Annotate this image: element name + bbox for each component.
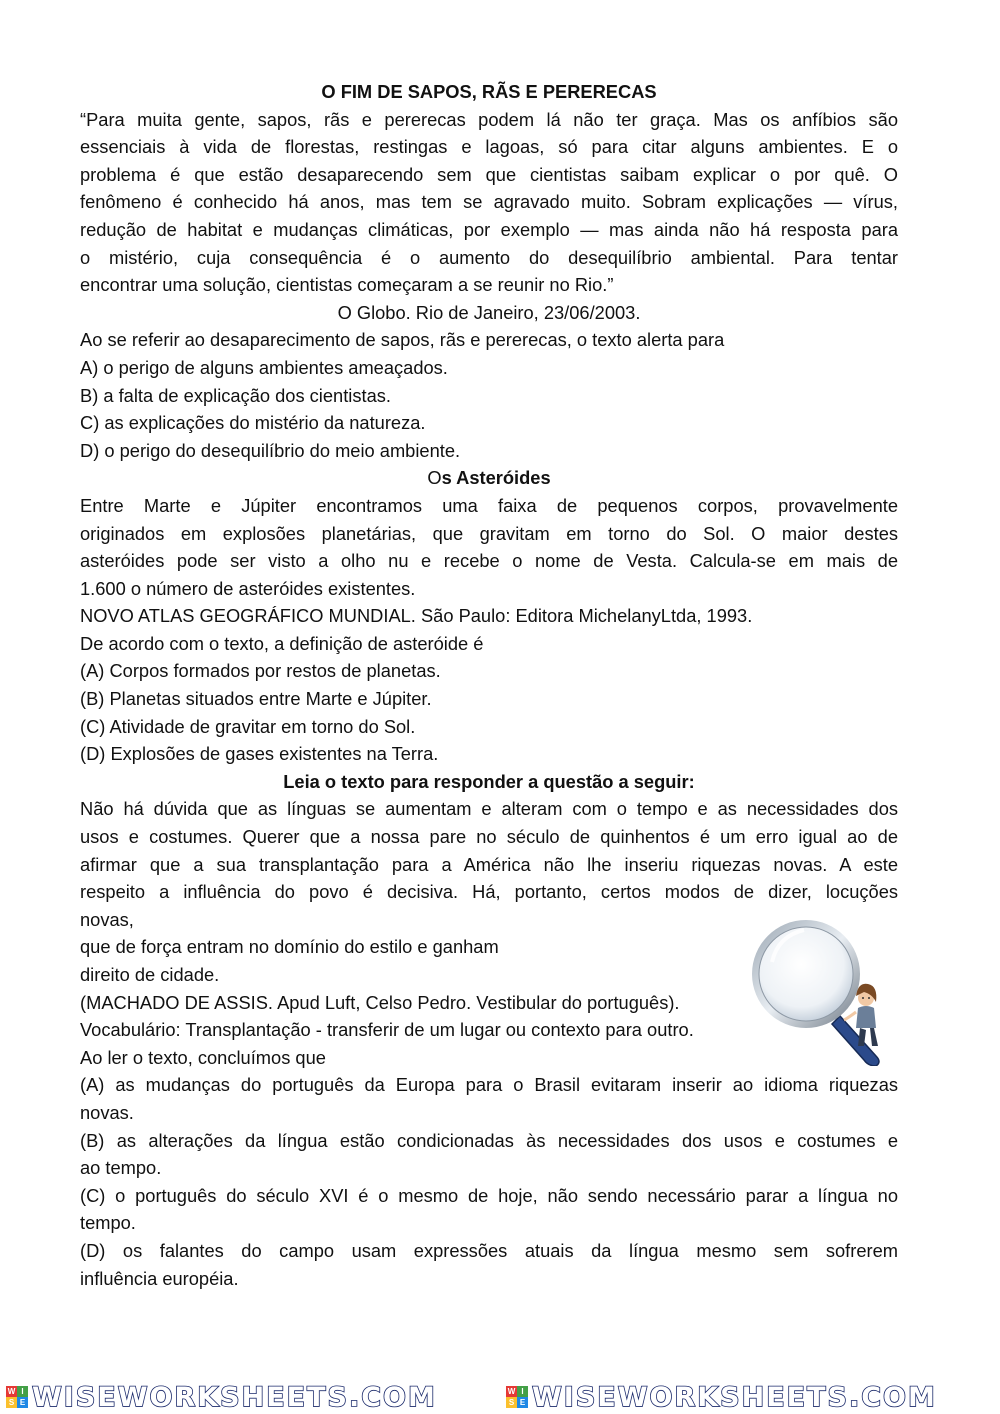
logo-letter: S bbox=[506, 1397, 517, 1408]
text3-citation: (MACHADO DE ASSIS. Apud Luft, Celso Pedro. Vestibular do português). bbox=[80, 991, 680, 1013]
text3-option-a-cont: novas. bbox=[80, 1101, 134, 1123]
text2-question: De acordo com o texto, a definição de asteróide é bbox=[80, 632, 484, 654]
text3-option-b: (B) as alterações da língua estão condicionadas às necessidades dos usos e costumes e bbox=[80, 1129, 898, 1151]
watermark-text: WISEWORKSHEETS.COM bbox=[32, 1381, 437, 1413]
text3-line: afirmar que a sua transplantação para a América não lhe inseriu riquezas novas. A este bbox=[80, 853, 898, 875]
text3-line: usos e costumes. Querer que a nossa pare no século de quinhentos é um erro igual ao de bbox=[80, 826, 898, 848]
text3-line: respeito a influência do povo é decisiva. Há, portanto, certos modos de dizer, locuções bbox=[80, 881, 898, 903]
footer-watermark bbox=[0, 1378, 1000, 1414]
text2-option-c: (C) Atividade de gravitar em torno do Sol. bbox=[80, 715, 416, 737]
text2-option-b: (B) Planetas situados entre Marte e Júpiter. bbox=[80, 688, 432, 710]
logo-letter: I bbox=[17, 1386, 28, 1397]
text3-vocabulary: Vocabulário: Transplantação - transferir de um lugar ou contexto para outro. bbox=[80, 1019, 694, 1041]
wiseworksheets-logo-icon bbox=[506, 1386, 528, 1408]
logo-letter: W bbox=[507, 1387, 516, 1396]
text3-line: direito de cidade. bbox=[80, 964, 220, 985]
worksheet-page bbox=[80, 78, 898, 1292]
logo-letter: E bbox=[517, 1397, 528, 1408]
text1-line: problema é que estão desaparecendo sem que cientistas saibam explicar o por quê. O bbox=[80, 163, 898, 185]
text1-line: fenômeno é conhecido há anos, mas tem se agravado muito. Sobram explicações — vírus, bbox=[80, 191, 898, 213]
text3-question: Ao ler o texto, concluímos que bbox=[80, 1046, 326, 1068]
text3-option-a: (A) as mudanças do português da Europa para o Brasil evitaram inserir ao idioma riquezas bbox=[80, 1074, 898, 1096]
text2-title bbox=[80, 464, 898, 492]
logo-letter: S bbox=[6, 1397, 17, 1408]
text1-question: Ao se referir ao desaparecimento de sapos, rãs e pererecas, o texto alerta para bbox=[80, 329, 725, 351]
text2-section bbox=[80, 464, 898, 768]
text3-option-b-cont: ao tempo. bbox=[80, 1157, 162, 1179]
magnifier-girl-illustration bbox=[748, 916, 896, 1066]
text1-line: “Para muita gente, sapos, rãs e pererecas podem lá não ter graça. Mas os anfíbios são bbox=[80, 108, 898, 130]
text2-line: 1.600 o número de asteróides existentes. bbox=[80, 577, 416, 599]
wiseworksheets-logo-icon bbox=[6, 1386, 28, 1408]
logo-letter: E bbox=[17, 1397, 28, 1408]
text3-line: que de força entram no domínio do estilo e ganham bbox=[80, 936, 499, 958]
text2-source: NOVO ATLAS GEOGRÁFICO MUNDIAL. São Paulo: Editora MichelanyLtda, 1993. bbox=[80, 605, 753, 627]
text2-option-d: (D) Explosões de gases existentes na Terra. bbox=[80, 743, 439, 765]
text3-option-c: (C) o português do século XVI é o mesmo de hoje, não sendo necessário parar a língua no bbox=[80, 1184, 898, 1206]
text2-line: asteróides pode ser visto a olho nu e recebe o nome de Vesta. Calcula-se em mais de bbox=[80, 550, 898, 572]
logo-letter: W bbox=[7, 1387, 16, 1396]
text1-option-d: D) o perigo do desequilíbrio do meio ambiente. bbox=[80, 439, 461, 461]
logo-letter: I bbox=[517, 1386, 528, 1397]
text1-option-c: C) as explicações do mistério da natureza. bbox=[80, 412, 426, 434]
text2-option-a: (A) Corpos formados por restos de planetas. bbox=[80, 660, 441, 682]
text1-section bbox=[80, 78, 898, 464]
watermark-text: WISEWORKSHEETS.COM bbox=[532, 1381, 937, 1413]
text1-option-b: B) a falta de explicação dos cientistas. bbox=[80, 384, 391, 406]
text2-title-rest: s Asteróides bbox=[441, 467, 551, 489]
text1-source: O Globo. Rio de Janeiro, 23/06/2003. bbox=[337, 301, 641, 323]
text1-option-a: A) o perigo de alguns ambientes ameaçados. bbox=[80, 356, 448, 378]
text1-line: essenciais à vida de florestas, restingas e lagoas, só para citar alguns ambientes. E o bbox=[80, 136, 898, 158]
text3-heading: Leia o texto para responder a questão a seguir: bbox=[283, 770, 695, 792]
text3-option-d: (D) os falantes do campo usam expressões atuais da língua mesmo sem sofrerem bbox=[80, 1239, 898, 1261]
text2-line: originados em explosões planetárias, que gravitam em torno do Sol. O maior destes bbox=[80, 522, 898, 544]
text1-line: o mistério, cuja consequência é o aumento do desequilíbrio ambiental. Para tentar bbox=[80, 246, 898, 268]
watermark-left bbox=[6, 1382, 437, 1412]
text1-line: redução de habitat e mudanças climáticas, por exemplo — mas ainda não há resposta para bbox=[80, 218, 898, 240]
text3-line: Não há dúvida que as línguas se aumentam e alteram com o tempo e as necessidades dos bbox=[80, 798, 898, 820]
watermark-right bbox=[506, 1382, 937, 1412]
text1-title: O FIM DE SAPOS, RÃS E PERERECAS bbox=[321, 81, 657, 102]
text3-option-c-cont: tempo. bbox=[80, 1212, 136, 1234]
text3-line: novas, bbox=[80, 908, 134, 930]
text3-option-d-cont: influência européia. bbox=[80, 1267, 239, 1289]
text1-line: encontrar uma solução, cientistas começaram a se reunir no Rio.” bbox=[80, 274, 614, 296]
text2-line: Entre Marte e Júpiter encontramos uma faixa de pequenos corpos, provavelmente bbox=[80, 494, 898, 516]
text2-title-prefix: O bbox=[427, 467, 442, 489]
